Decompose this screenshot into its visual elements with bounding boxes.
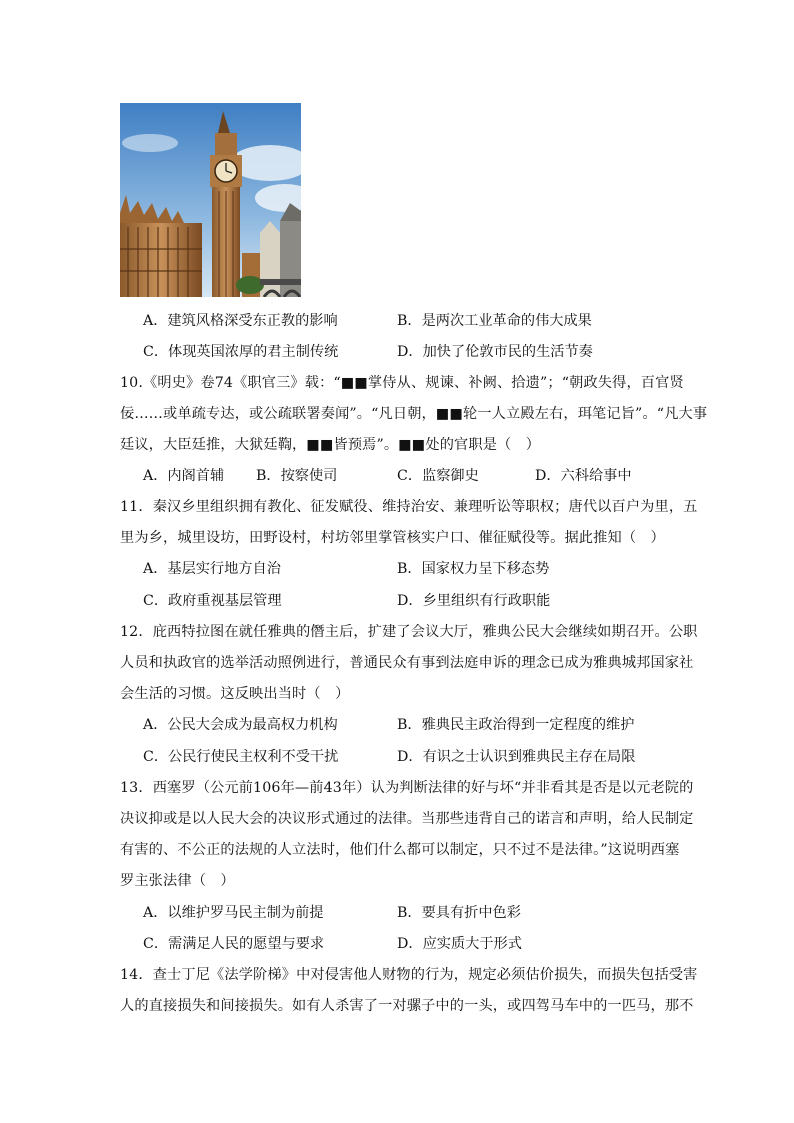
q10-stem-line: 廷议，大臣廷推，大狱廷鞫，■■皆预焉”。■■处的官职是（ ） — [120, 437, 541, 453]
q11-option-d: D．乡里组织有行政职能 — [397, 593, 551, 609]
q9-option-d: D．加快了伦敦市民的生活节奏 — [397, 344, 593, 360]
q13-option-b: B．要具有折中色彩 — [397, 905, 521, 921]
q11-option-b: B．国家权力呈下移态势 — [397, 561, 550, 577]
q12-stem-line: 人员和执政官的选举活动照例进行，普通民众有事到法庭申诉的理念已成为雅典城邦国家社 — [120, 655, 694, 671]
q10-stem-line: 10.《明史》卷74《职官三》载：“■■掌侍从、规谏、补阙、拾遗”；“朝政失得，百官贤 — [120, 375, 684, 391]
q13-option-c: C．需满足人民的愿望与要求 — [143, 936, 325, 952]
big-ben-photo — [120, 103, 301, 297]
q11-stem-line: 里为乡，城里设坊，田野设村，村坊邻里掌管核实户口、催征赋役等。据此推知（ ） — [120, 530, 665, 546]
q13-option-a: A．以维护罗马民主制为前提 — [143, 905, 324, 921]
q12-option-d: D．有识之士认识到雅典民主存在局限 — [397, 749, 636, 765]
q12-stem-line: 12．庇西特拉图在就任雅典的僭主后，扩建了会议大厅，雅典公民大会继续如期召开。公职 — [120, 624, 698, 640]
q12-option-a: A．公民大会成为最高权力机构 — [143, 717, 338, 733]
q9-option-b: B．是两次工业革命的伟大成果 — [397, 313, 592, 329]
q13-option-d: D．应实质大于形式 — [397, 936, 522, 952]
q12-option-b: B．雅典民主政治得到一定程度的维护 — [397, 717, 635, 733]
q14-stem-line: 人的直接损失和间接损失。如有人杀害了一对骡子中的一头，或四驾马车中的一匹马，那不 — [120, 998, 694, 1014]
q13-stem-line: 13．西塞罗（公元前106年—前43年）认为判断法律的好与坏“并非看其是否是以元老院的 — [120, 780, 694, 796]
q10-option-d: D．六科给事中 — [535, 468, 632, 484]
q10-option-b: B．按察使司 — [256, 468, 338, 484]
q13-stem-line: 罗主张法律（ ） — [120, 873, 235, 889]
q11-option-a: A．基层实行地方自治 — [143, 561, 281, 577]
q9-option-c: C．体现英国浓厚的君主制传统 — [143, 344, 339, 360]
q11-option-c: C．政府重视基层管理 — [143, 593, 282, 609]
q14-stem-line: 14．查士丁尼《法学阶梯》中对侵害他人财物的行为，规定必须估价损失，而损失包括受害 — [120, 967, 698, 983]
q9-option-a: A．建筑风格深受东正教的影响 — [143, 313, 338, 329]
q10-stem-line: 佞……或单疏专达，或公疏联署奏闻”。“凡日朝，■■轮一人立殿左右，珥笔记旨”。“凡大事 — [120, 406, 708, 422]
q10-option-c: C．监察御史 — [397, 468, 479, 484]
q12-option-c: C．公民行使民主权利不受干扰 — [143, 749, 339, 765]
q10-option-a: A．内阁首辅 — [143, 468, 225, 484]
q13-stem-line: 有害的、不公正的法规的人立法时，他们什么都可以制定，只不过不是法律。”这说明西塞 — [120, 842, 680, 858]
q13-stem-line: 决议抑或是以人民大会的决议形式通过的法律。当那些违背自己的诺言和声明，给人民制定 — [120, 811, 694, 827]
q12-stem-line: 会生活的习惯。这反映出当时（ ） — [120, 686, 350, 702]
q11-stem-line: 11．秦汉乡里组织拥有教化、征发赋役、维持治安、兼理听讼等职权；唐代以百户为里，五 — [120, 499, 698, 515]
